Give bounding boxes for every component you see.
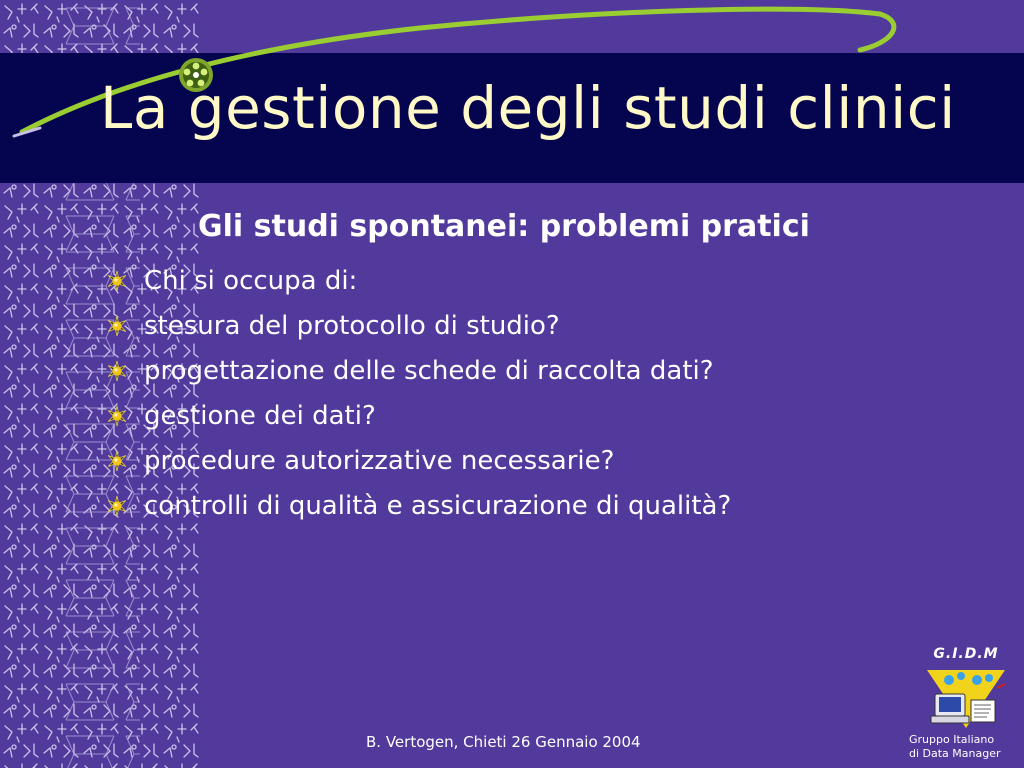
computer-icon xyxy=(921,666,1011,732)
list-item xyxy=(106,438,731,483)
slide-subtitle: Gli studi spontanei: problemi pratici xyxy=(198,209,810,244)
logo-acronym: G.I.D.M xyxy=(933,646,999,662)
bullet-list xyxy=(106,258,731,528)
slide-title: La gestione degli studi clinici xyxy=(100,74,956,142)
bullet-text: procedure autorizzative necessarie? xyxy=(144,445,615,476)
list-item xyxy=(106,258,731,303)
list-item xyxy=(106,483,731,528)
list-item xyxy=(106,348,731,393)
star-bullet-icon xyxy=(106,270,128,292)
bullet-text: controlli di qualità e assicurazione di qualità? xyxy=(144,490,732,521)
bullet-text: stesura del protocollo di studio? xyxy=(144,310,560,341)
star-bullet-icon xyxy=(106,450,128,472)
list-item xyxy=(106,303,731,348)
logo-caption-line2: di Data Manager xyxy=(909,747,1001,760)
star-bullet-icon xyxy=(106,495,128,517)
bullet-text: Chi si occupa di: xyxy=(144,265,358,296)
star-bullet-icon xyxy=(106,315,128,337)
star-bullet-icon xyxy=(106,405,128,427)
bullet-text: progettazione delle schede di raccolta dati? xyxy=(144,355,714,386)
list-item xyxy=(106,393,731,438)
bullet-text: gestione dei dati? xyxy=(144,400,376,431)
gidm-logo xyxy=(909,646,1015,766)
footer-text: B. Vertogen, Chieti 26 Gennaio 2004 xyxy=(366,733,641,751)
logo-caption-line1: Gruppo Italiano xyxy=(909,733,995,746)
star-bullet-icon xyxy=(106,360,128,382)
